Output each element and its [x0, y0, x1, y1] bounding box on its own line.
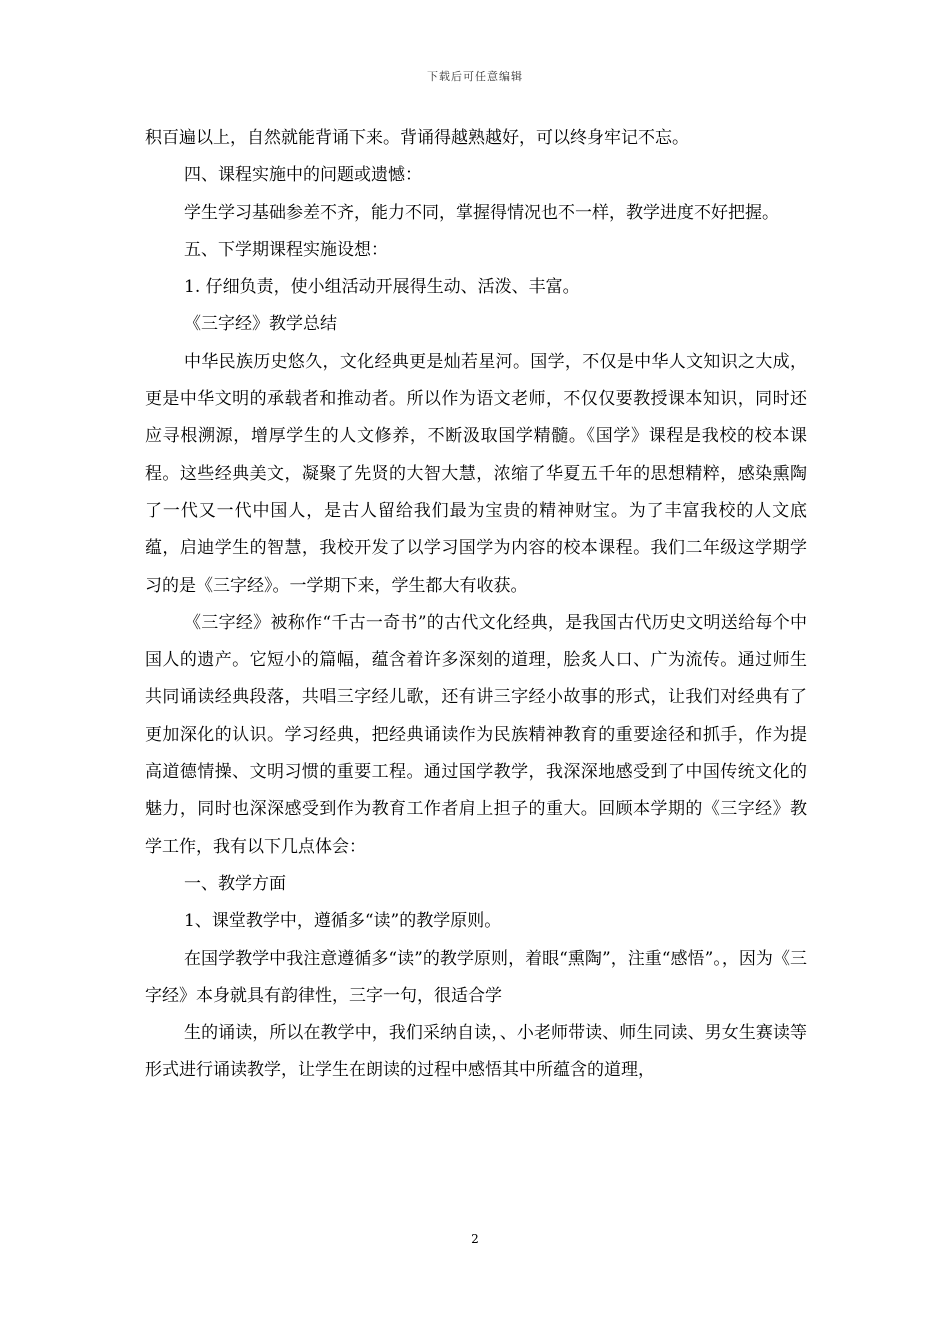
document-body [145, 120, 807, 1090]
page-header: 下载后可任意编辑 [427, 70, 523, 83]
document-title: 《三字经》教学总结 [184, 314, 337, 335]
paragraph-7: 中华民族历史悠久，文化经典更是灿若星河。国学，不仅是中华人文知识之大成，更是中华文明的承载者和推动者。所以作为语文老师，不仅仅要教授课本知识，同时还应寻根溯源，增厚学生的人文修养，不断汲取国学精髓。《国学》课程是我校的校本课程。这些经典美文，凝聚了先贤的大智大慧，浓缩了华夏五千年的思想精粹，感染熏陶了一代又一代中国人，是古人留给我们最为宝贵的精神财宝。为了丰富我校的人文底蕴，启迪学生的智慧，我校开发了以学习国学为内容的校本课程。我们二年级这学期学习的是《三字经》。一学期下来，学生都大有收获。 [145, 351, 807, 596]
paragraph-8: 《三字经》被称作“千古一奇书”的古代文化经典，是我国古代历史文明送给每个中国人的遗产。它短小的篇幅，蕴含着许多深刻的道理，脍炙人口、广为流传。通过师生共同诵读经典段落，共唱三字经儿歌，还有讲三字经小故事的形式，让我们对经典有了更加深化的认识。学习经典，把经典诵读作为民族精神教育的重要途径和抓手，作为提高道德情操、文明习惯的重要工程。通过国学教学，我深深地感受到了中国传统文化的魅力，同时也深深感受到作为教育工作者肩上担子的重大。回顾本学期的《三字经》教学工作，我有以下几点体会： [145, 612, 807, 857]
paragraph-11: 在国学教学中我注意遵循多“读”的教学原则，着眼“熏陶”，注重“感悟”。，因为《三字经》本身就具有韵律性，三字一句，很适合学 [145, 948, 807, 1006]
subsection-heading-1: 1、课堂教学中，遵循多“读”的教学原则。 [184, 911, 502, 932]
section-heading-4: 四、课程实施中的问题或遗憾： [184, 165, 422, 186]
section-heading-1: 一、教学方面 [184, 873, 286, 894]
list-item-1: 1. 仔细负责，使小组活动开展得生动、活泼、丰富。 [184, 277, 580, 298]
paragraph-1: 积百遍以上，自然就能背诵下来。背诵得越熟越好，可以终身牢记不忘。 [145, 128, 689, 148]
section-heading-5: 五、下学期课程实施设想： [184, 239, 388, 260]
paragraph-3: 学生学习基础参差不齐，能力不同，掌握得情况也不一样，教学进度不好把握。 [184, 202, 779, 223]
paragraph-12: 生的诵读，所以在教学中，我们采纳自读，、小老师带读、师生同读、男女生赛读等形式进行诵读教学，让学生在朗读的过程中感悟其中所蕴含的道理， [145, 1023, 807, 1081]
page-number: 2 [471, 1232, 479, 1246]
